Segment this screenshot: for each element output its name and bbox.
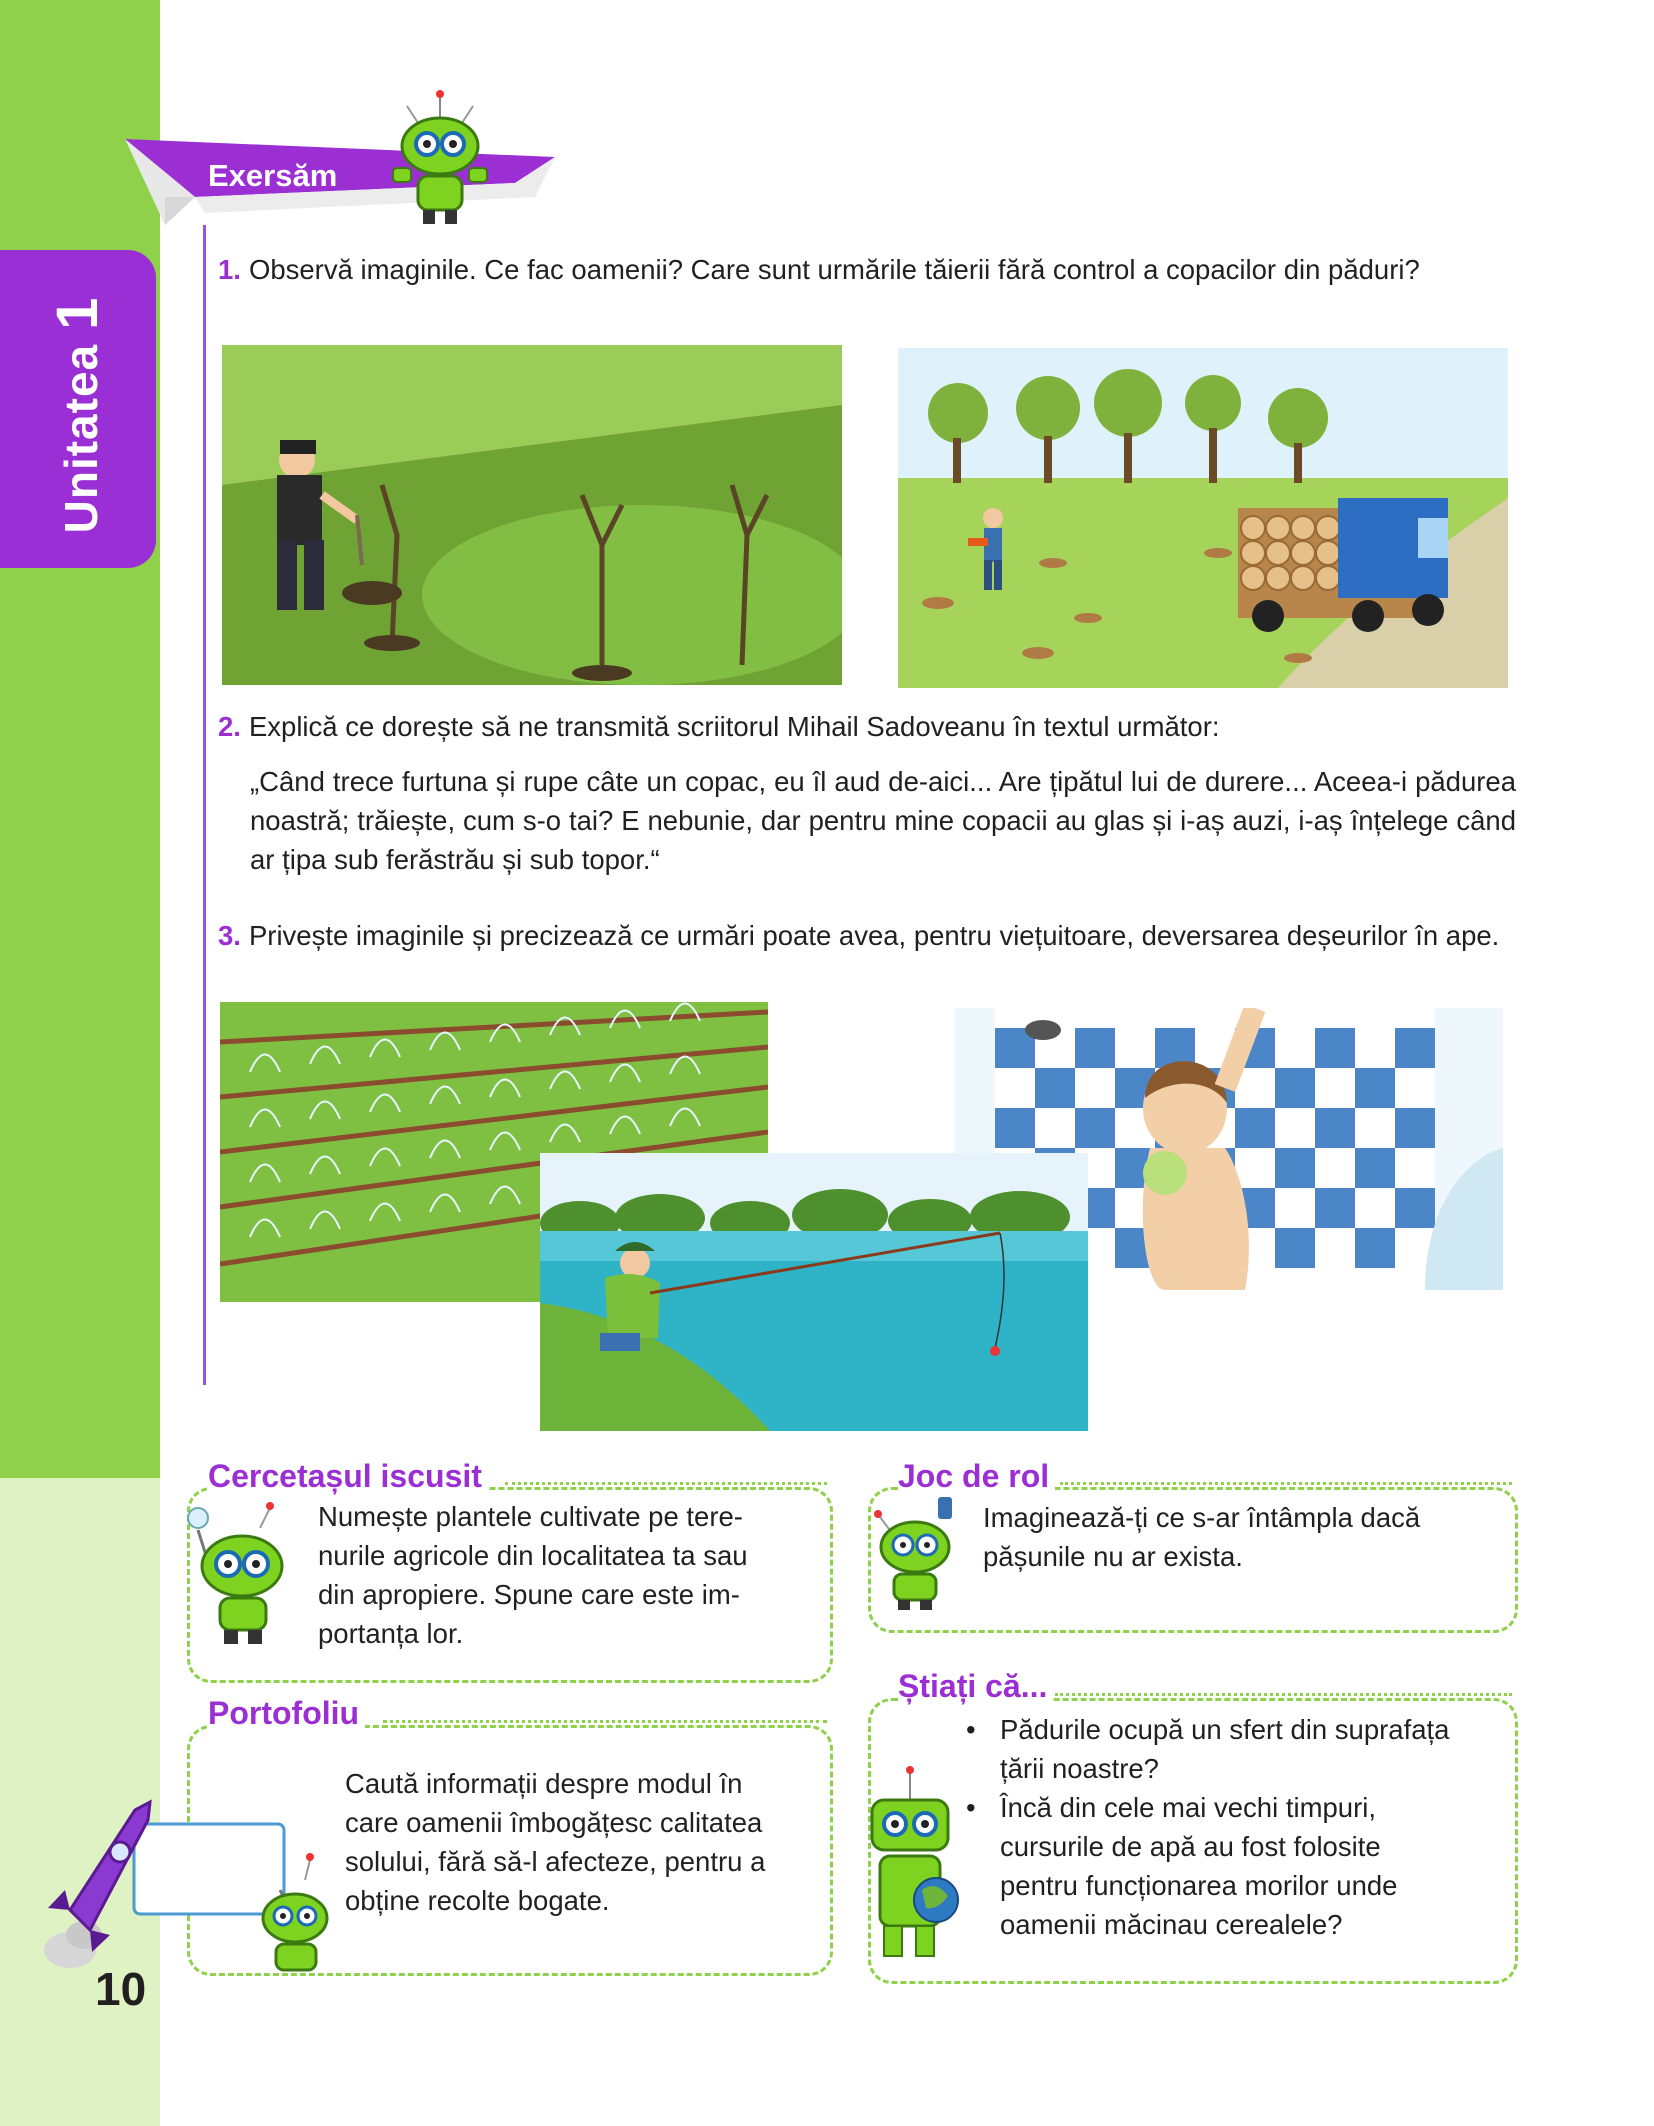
rocket-icon xyxy=(40,1790,165,1975)
text-line: din apropiere. Spune care este im- xyxy=(318,1579,740,1610)
unit-label-text: Unitatea xyxy=(55,343,107,534)
box-title-joc: Joc de rol xyxy=(898,1458,1055,1495)
text-line: Încă din cele mai vechi timpuri, xyxy=(1000,1792,1376,1823)
title-dotline xyxy=(505,1482,827,1485)
text-line: Imaginează-ți ce s-ar întâmpla dacă xyxy=(983,1502,1421,1533)
exercise-number: 3. xyxy=(218,920,241,951)
text-line: țării noastre? xyxy=(1000,1753,1159,1784)
fact-item xyxy=(962,1788,1502,1944)
box-title-cercetasul: Cercetașul iscusit xyxy=(208,1458,488,1495)
illustration-fisherman xyxy=(540,1153,1088,1431)
unit-number: 1 xyxy=(45,296,110,330)
text-line: pentru funcționarea morilor unde xyxy=(1000,1870,1398,1901)
text-line: oamenii măcinau cerealele? xyxy=(1000,1909,1343,1940)
box-text-stiati xyxy=(962,1710,1502,1944)
exercise-text: Observă imaginile. Ce fac oamenii? Care sunt urmările tăierii fără control a copacilor din păduri? xyxy=(248,254,1420,285)
box-title-stiati: Știați că... xyxy=(898,1668,1053,1705)
section-title: Exersăm xyxy=(208,158,338,193)
exercise-rule xyxy=(203,225,206,1385)
exercise-2 xyxy=(218,707,1516,746)
title-dotline xyxy=(1060,1482,1512,1485)
text-line: pășunile nu ar exista. xyxy=(983,1541,1243,1572)
exercise-1 xyxy=(218,250,1516,289)
robot-scout-icon xyxy=(180,1498,300,1648)
exercise-number: 2. xyxy=(218,711,241,742)
unit-label xyxy=(45,287,110,543)
bullet: • xyxy=(966,1714,976,1745)
bullet: • xyxy=(966,1792,976,1823)
text-line: portanța lor. xyxy=(318,1618,464,1649)
text-line: Pădurile ocupă un sfert din suprafața xyxy=(1000,1714,1450,1745)
fact-item xyxy=(962,1710,1502,1788)
title-dotline xyxy=(1055,1693,1512,1696)
robot-mascot-icon xyxy=(385,88,495,228)
text-line: Numește plantele cultivate pe tere- xyxy=(318,1501,743,1532)
exercise-text: Privește imaginile și precizează ce urmări poate avea, pentru viețuitoare, deversarea deșeurilor în ape. xyxy=(248,920,1500,951)
box-title-portofoliu: Portofoliu xyxy=(208,1695,365,1732)
text-line: solului, fără să-l afecteze, pentru a xyxy=(345,1846,766,1877)
box-text-joc xyxy=(983,1498,1499,1576)
text-line: obține recolte bogate. xyxy=(345,1885,610,1916)
exercise-3 xyxy=(218,916,1516,955)
illustration-deforestation xyxy=(898,348,1508,688)
title-dotline xyxy=(383,1720,827,1723)
text-line: cursurile de apă au fost folosite xyxy=(1000,1831,1381,1862)
illustration-planting xyxy=(222,345,842,685)
box-text-portofoliu xyxy=(345,1764,815,1920)
facts-list xyxy=(962,1710,1502,1944)
exercise-number: 1. xyxy=(218,254,241,285)
text-line: care oamenii îmbogățesc calitatea xyxy=(345,1807,763,1838)
box-text-cercetasul xyxy=(318,1497,808,1653)
page-number: 10 xyxy=(95,1963,147,2015)
exercise-text: Explică ce dorește să ne transmită scriitorul Mihail Sadoveanu în textul următor: xyxy=(248,711,1220,742)
robot-globe-icon xyxy=(850,1760,970,1970)
text-line: nurile agricole din localitatea ta sau xyxy=(318,1540,748,1571)
robot-phone-icon xyxy=(860,1492,970,1612)
sadoveanu-quote: „Când trece furtuna și rupe câte un copac, eu îl aud de-aici... Are țipătul lui de durere... Aceea-i pădurea noastră; trăiește, cum s-o tai? E nebunie, dar pentru mine copacii au glas și i-aș auzi, i-aș înțelege când ar țipa sub ferăstrău și sub topor.“ xyxy=(250,766,1516,875)
text-line: Caută informații despre modul în xyxy=(345,1768,743,1799)
